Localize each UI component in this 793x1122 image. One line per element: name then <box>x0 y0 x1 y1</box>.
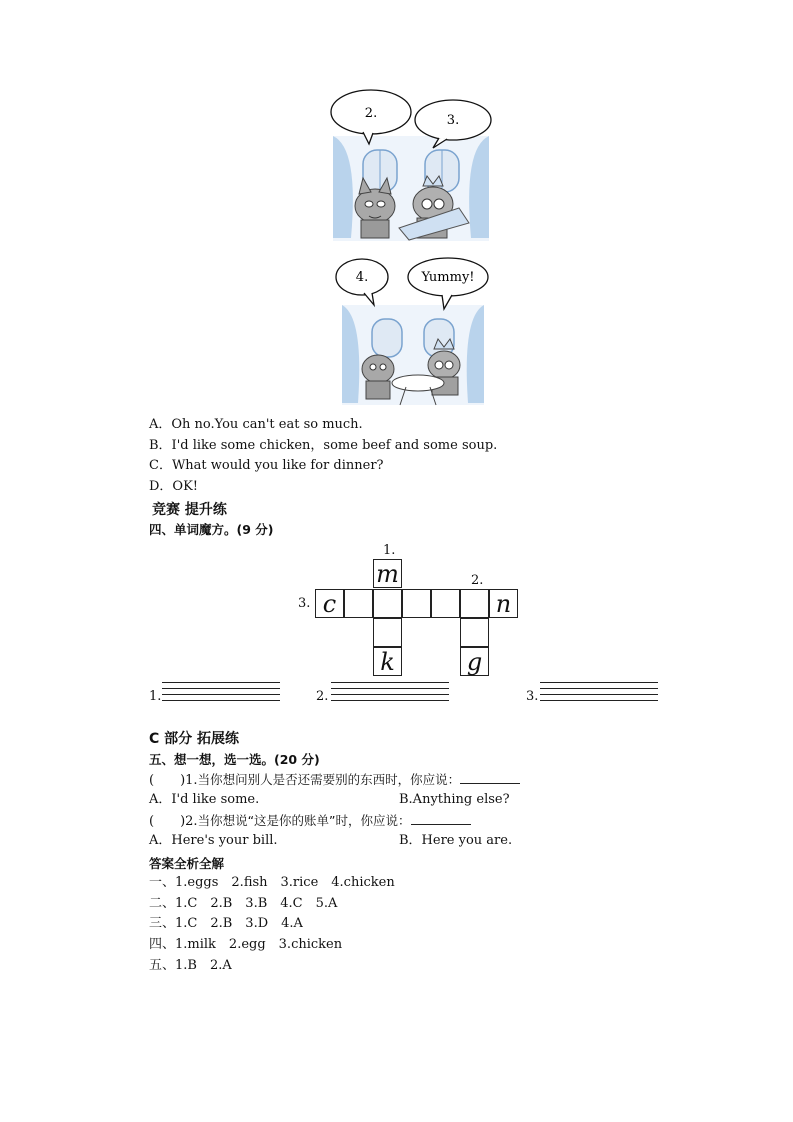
option-d: D．OK! <box>149 479 199 494</box>
illustration-top <box>329 88 493 243</box>
question-1 <box>149 771 520 789</box>
answer-lines-3[interactable] <box>540 682 658 706</box>
cube-letter: n <box>495 590 512 618</box>
bubble-label: 4. <box>355 270 369 285</box>
answer-lines-1[interactable] <box>162 682 280 706</box>
cube-letter: g <box>466 648 483 676</box>
illustration-bottom <box>334 255 489 407</box>
answer-label-1: 1. <box>149 689 162 704</box>
question-2 <box>149 812 471 830</box>
cube-letter: k <box>380 648 395 676</box>
answers-title: 答案全析全解 <box>149 856 225 871</box>
answer-line: 三、1.C 2.B 3.D 4.A <box>149 916 303 931</box>
option-b: B．I'd like some chicken，some beef and some soup. <box>149 438 498 453</box>
answer-label-3: 3. <box>526 689 539 704</box>
restaurant-scene-bottom <box>334 255 489 407</box>
q2-option-a: A．Here's your bill. <box>149 833 278 848</box>
clue-number-3: 3. <box>298 596 311 611</box>
answer-blank[interactable] <box>411 812 471 825</box>
partc-title: C 部分 拓展练 <box>149 731 240 747</box>
bubble-label: Yummy! <box>421 270 475 285</box>
word-cube <box>295 541 527 681</box>
answer-line: 五、1.B 2.A <box>149 958 232 973</box>
cube-letter: m <box>376 560 399 588</box>
section5-title: 五、想一想，选一选。(20 分) <box>149 752 320 767</box>
clue-number-1: 1. <box>383 543 396 558</box>
cube-cell <box>460 647 489 676</box>
cube-cell <box>402 589 431 618</box>
option-c: C．What would you like for dinner? <box>149 458 384 473</box>
cube-cell <box>431 589 460 618</box>
answer-lines-2[interactable] <box>331 682 449 706</box>
cube-cell <box>489 589 518 618</box>
question-text: 当你想问别人是否还需要别的东西时，你应说： <box>197 772 461 787</box>
bubble-label: 3. <box>446 113 460 128</box>
cube-letter: c <box>322 590 337 618</box>
q1-option-a: A．I'd like some. <box>149 792 260 807</box>
section4-title: 四、单词魔方。(9 分) <box>149 522 274 537</box>
answer-paren[interactable]: ( )2. <box>149 814 198 829</box>
answer-blank[interactable] <box>460 771 520 784</box>
competition-title: 竞赛 提升练 <box>152 502 227 518</box>
cube-cell <box>344 589 373 618</box>
cube-cell <box>373 589 402 618</box>
cube-cell <box>315 589 344 618</box>
answer-line: 四、1.milk 2.egg 3.chicken <box>149 937 343 952</box>
answer-label-2: 2. <box>316 689 329 704</box>
bubble-label: 2. <box>364 106 378 121</box>
cube-cell <box>460 589 489 618</box>
q1-option-b: B.Anything else? <box>399 792 510 807</box>
answer-paren[interactable]: ( )1. <box>149 773 198 788</box>
restaurant-scene-top <box>329 88 493 243</box>
cube-cell <box>460 618 489 647</box>
q2-option-b: B．Here you are. <box>399 833 513 848</box>
question-text: 当你想说“这是你的账单”时，你应说： <box>197 813 411 828</box>
cube-cell <box>373 559 402 588</box>
answer-line: 一、1.eggs 2.fish 3.rice 4.chicken <box>149 875 395 890</box>
answer-line: 二、1.C 2.B 3.B 4.C 5.A <box>149 896 338 911</box>
option-a: A．Oh no.You can't eat so much. <box>149 417 363 432</box>
cube-cell <box>373 647 402 676</box>
clue-number-2: 2. <box>471 573 484 588</box>
cube-cell <box>373 618 402 647</box>
